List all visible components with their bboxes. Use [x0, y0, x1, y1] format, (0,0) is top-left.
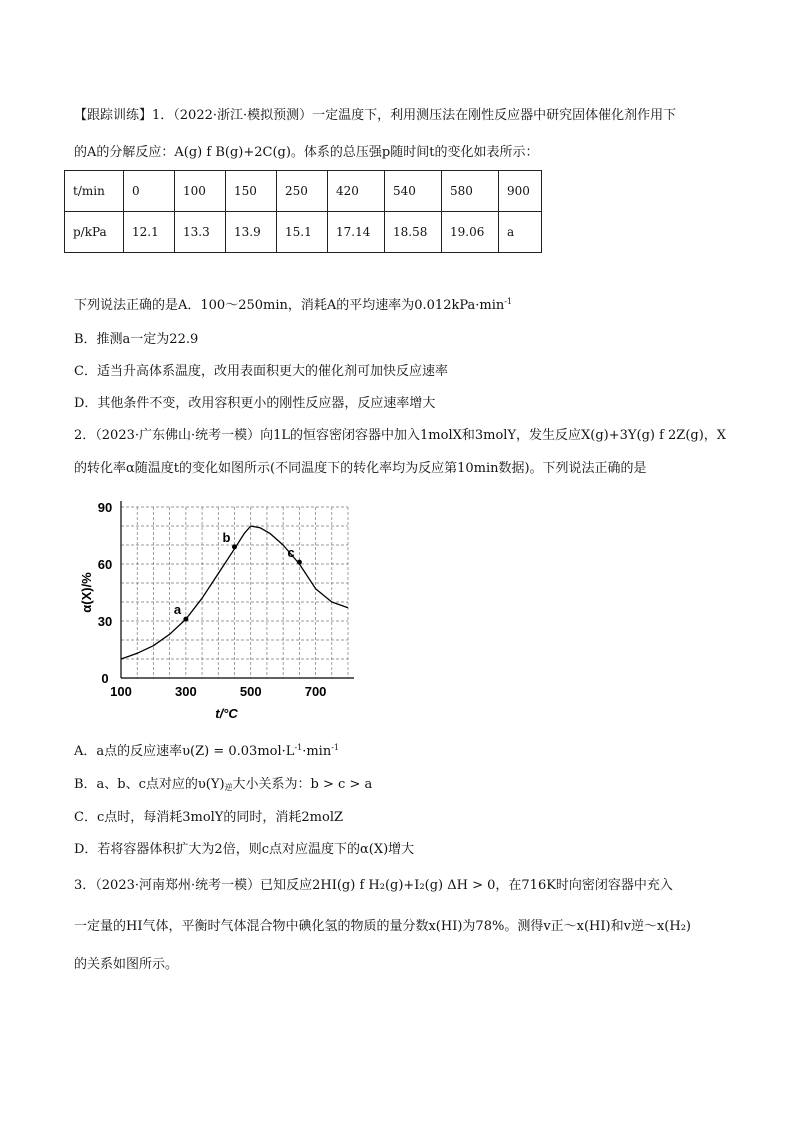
y-tick-label: 90	[97, 500, 113, 515]
table-cell: a	[499, 212, 542, 253]
q1-option-a-sup: -1	[504, 297, 513, 306]
q2-stem-line1: 2．（2023·广东佛山·统考一模）向1L的恒容密闭容器中加入1molX和3molY，发生反应X(g)+3Y(g) f 2Z(g)，X	[74, 428, 727, 443]
q2-option-a-mid: ·min	[302, 744, 332, 759]
y-tick-label: 30	[97, 614, 113, 629]
table-cell: 150	[226, 171, 277, 212]
q2-option-a-text: A．a点的反应速率υ(Z) = 0.03mol·L	[74, 744, 295, 759]
q3-stem-line2: 一定量的HI气体，平衡时气体混合物中碘化氢的物质的量分数x(HI)为78%。测得v正～x(HI)和v逆～x(H₂)	[74, 919, 691, 934]
q2-option-a-sup1: -1	[294, 743, 303, 752]
table-cell: 540	[385, 171, 442, 212]
y-tick-label: 0	[101, 671, 109, 686]
table-row	[65, 212, 542, 253]
q2-option-b-pre: B．a、b、c点对应的υ(Y)	[74, 777, 225, 792]
table-cell: 12.1	[124, 212, 175, 253]
q2-option-a	[74, 740, 339, 759]
q2-option-b-sub: 逆	[224, 783, 233, 792]
x-tick-label: 300	[175, 684, 197, 699]
q1-stem-line2: 的A的分解反应：A(g) f B(g)+2C(g)。体系的总压强p随时间t的变化如表所示：	[74, 145, 539, 160]
point-label-a: a	[173, 602, 182, 618]
table-cell: t/min	[65, 171, 124, 212]
q2-option-a-sup2: -1	[331, 743, 339, 752]
q1-option-a	[74, 294, 512, 313]
table-cell: 420	[328, 171, 385, 212]
x-tick-label: 700	[304, 684, 327, 699]
q2-option-b-post: 大小关系为：b > c > a	[232, 777, 373, 792]
y-tick-label: 60	[97, 557, 113, 572]
table-cell: 250	[277, 171, 328, 212]
table-cell: 18.58	[385, 212, 442, 253]
x-tick-label: 500	[239, 684, 262, 699]
table-cell: 17.14	[328, 212, 385, 253]
point-label-c: c	[287, 545, 295, 561]
q3-stem-line1: 3．（2023·河南郑州·统考一模）已知反应2HI(g) f H₂(g)+I₂(g) ΔH > 0，在716K时向密闭容器中充入	[74, 878, 673, 893]
x-tick-label: 100	[110, 684, 132, 699]
table-cell: p/kPa	[65, 212, 124, 253]
table-cell: 100	[175, 171, 226, 212]
x-axis-label: t/°C	[215, 706, 238, 721]
data-point-c	[297, 560, 302, 565]
q2-option-b	[74, 773, 372, 793]
table-cell: 0	[124, 171, 175, 212]
table-cell: 19.06	[442, 212, 499, 253]
q1-option-c: C．适当升高体系温度，改用表面积更大的催化剂可加快反应速率	[74, 364, 448, 379]
data-point-a	[183, 617, 188, 622]
q2-option-d: D．若将容器体积扩大为2倍，则c点对应温度下的α(X)增大	[74, 842, 415, 857]
q1-option-b: B．推测a一定为22.9	[74, 332, 199, 347]
table-cell: 13.3	[175, 212, 226, 253]
table-cell: 15.1	[277, 212, 328, 253]
q2-option-c: C．c点时，每消耗3molY的同时，消耗2molZ	[74, 810, 344, 825]
q3-stem-line3: 的关系如图所示。	[74, 957, 179, 972]
table-cell: 13.9	[226, 212, 277, 253]
y-axis-label: α(X)/%	[79, 572, 94, 613]
table-row	[65, 171, 542, 212]
point-label-b: b	[222, 529, 231, 545]
conversion-chart	[76, 495, 356, 725]
q1-stem-line1: 【跟踪训练】1．（2022·浙江·模拟预测）一定温度下，利用测压法在刚性反应器中研究固体催化剂作用下	[74, 108, 677, 123]
q2-stem-line2: 的转化率α随温度t的变化如图所示(不同温度下的转化率均为反应第10min数据)。下列说法正确的是	[74, 461, 647, 476]
q1-option-d: D．其他条件不变，改用容积更小的刚性反应器，反应速率增大	[74, 396, 436, 411]
table-cell: 900	[499, 171, 542, 212]
data-point-b	[232, 544, 237, 549]
q1-option-a-text: 下列说法正确的是A．100～250min，消耗A的平均速率为0.012kPa·min	[74, 298, 505, 313]
table-cell: 580	[442, 171, 499, 212]
pressure-table	[64, 170, 542, 253]
